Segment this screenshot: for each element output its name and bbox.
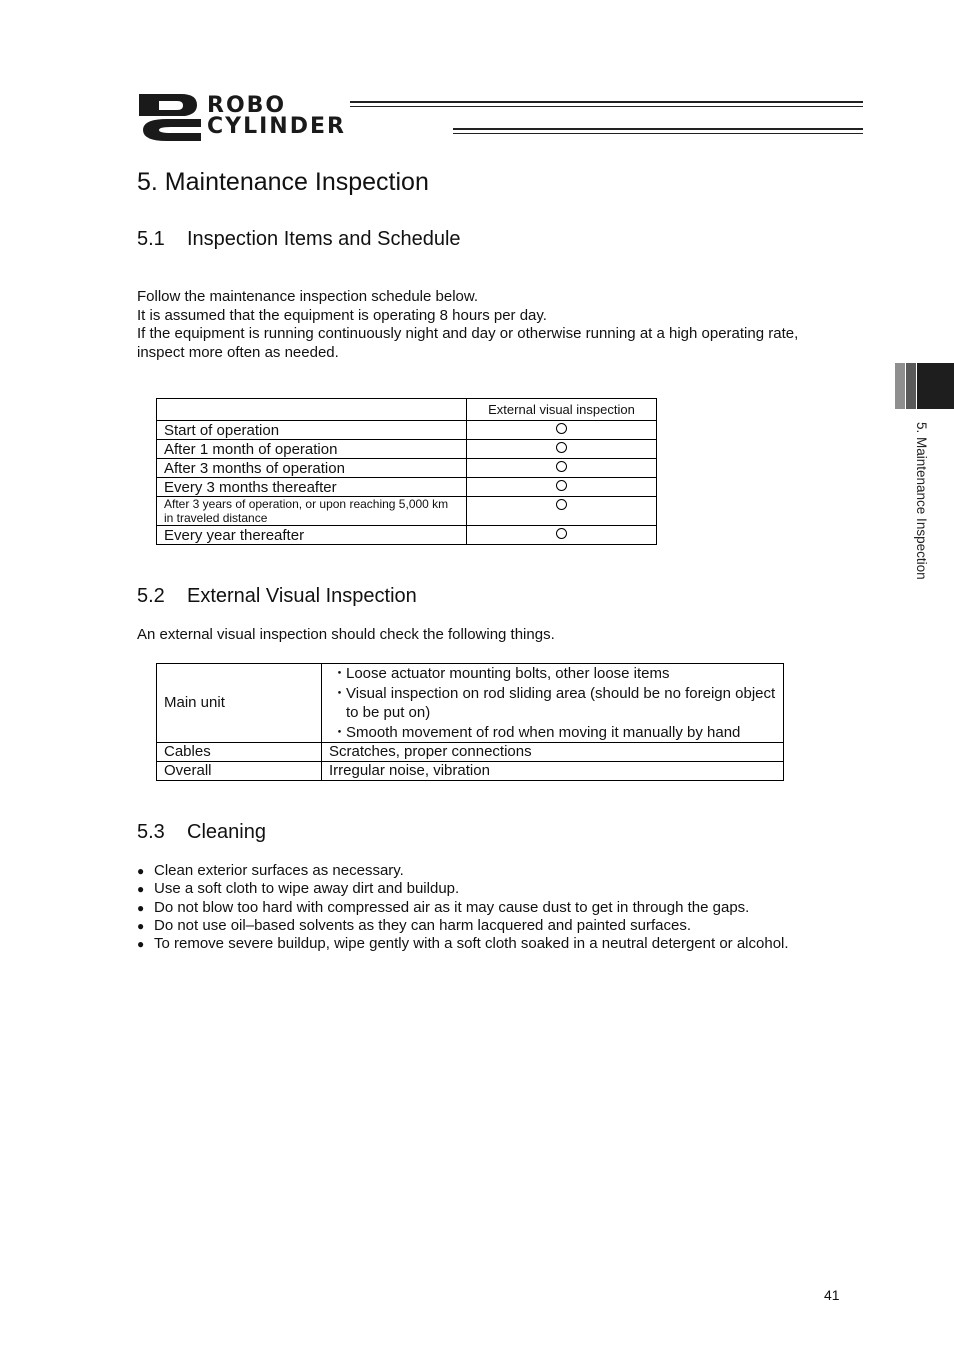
section-number: 5.2 bbox=[137, 585, 165, 607]
section-number: 5.1 bbox=[137, 228, 165, 250]
section-title: Cleaning bbox=[187, 821, 266, 843]
list-item bbox=[329, 684, 776, 723]
table-row bbox=[157, 664, 784, 743]
header-rule-top-2 bbox=[350, 106, 863, 107]
intro-line-2: It is assumed that the equipment is operating 8 hours per day. bbox=[137, 306, 547, 324]
circle-mark-icon bbox=[556, 423, 567, 434]
main-unit-item-list bbox=[329, 664, 776, 742]
page-number: 41 bbox=[824, 1287, 840, 1303]
chapter-side-tab bbox=[895, 363, 954, 409]
check-cell bbox=[467, 526, 657, 545]
section-number: 5.3 bbox=[137, 821, 165, 843]
list-item bbox=[137, 880, 789, 898]
item-text: Clean exterior surfaces as necessary. bbox=[154, 862, 404, 879]
visual-inspection-intro: An external visual inspection should check the following things. bbox=[137, 626, 555, 643]
list-item bbox=[329, 664, 776, 684]
main-unit-label: Main unit bbox=[157, 664, 322, 743]
logo-text-cylinder: CYLINDER bbox=[207, 114, 346, 139]
circle-mark-icon bbox=[556, 528, 567, 539]
check-cell bbox=[467, 497, 657, 526]
overall-label: Overall bbox=[157, 762, 322, 781]
circle-mark-icon bbox=[556, 461, 567, 472]
tab-stripe-mid bbox=[906, 363, 916, 409]
bullet-icon: ● bbox=[137, 900, 145, 915]
check-cell bbox=[467, 459, 657, 478]
intro-line-1: Follow the maintenance inspection schedule below. bbox=[137, 288, 479, 305]
cleaning-list bbox=[137, 862, 789, 953]
circle-mark-icon bbox=[556, 499, 567, 510]
item-text: Smooth movement of rod when moving it manually by hand bbox=[346, 723, 741, 741]
header-rule-bottom-1 bbox=[453, 128, 863, 130]
check-cell bbox=[467, 478, 657, 497]
header-rule-top-1 bbox=[350, 101, 863, 103]
bullet-mark: ・ bbox=[332, 684, 348, 702]
check-cell bbox=[467, 440, 657, 459]
bullet-icon: ● bbox=[137, 882, 145, 897]
schedule-label: Every year thereafter bbox=[157, 526, 467, 545]
table-row bbox=[157, 440, 657, 459]
table-row bbox=[157, 526, 657, 545]
table-header-row bbox=[157, 399, 657, 421]
schedule-label: After 1 month of operation bbox=[157, 440, 467, 459]
logo-text-robo: ROBO bbox=[207, 93, 287, 118]
section-title: External Visual Inspection bbox=[187, 585, 417, 607]
table-row bbox=[157, 743, 784, 762]
section-heading-5-3 bbox=[137, 821, 266, 844]
bullet-icon: ● bbox=[137, 864, 145, 878]
visual-inspection-table bbox=[156, 663, 784, 781]
cables-value: Scratches, proper connections bbox=[322, 743, 784, 762]
bullet-icon: ● bbox=[137, 937, 145, 952]
rc-logo-icon bbox=[137, 92, 205, 142]
item-text: Loose actuator mounting bolts, other loose items bbox=[346, 665, 670, 682]
list-item bbox=[137, 899, 789, 917]
table-row bbox=[157, 421, 657, 440]
bullet-mark: ・ bbox=[332, 723, 348, 741]
section-heading-5-2 bbox=[137, 585, 417, 608]
item-text: Visual inspection on rod sliding area (should be no foreign object to be put on) bbox=[346, 684, 776, 721]
robo-cylinder-logo bbox=[137, 92, 867, 142]
empty-header-cell bbox=[157, 399, 467, 421]
list-item bbox=[137, 917, 789, 935]
list-item bbox=[137, 935, 789, 953]
circle-mark-icon bbox=[556, 480, 567, 491]
page-title: 5. Maintenance Inspection bbox=[137, 168, 429, 196]
item-text: Use a soft cloth to wipe away dirt and buildup. bbox=[154, 880, 460, 898]
bullet-icon: ● bbox=[137, 918, 145, 933]
tab-stripe-light bbox=[895, 363, 905, 409]
bullet-mark: ・ bbox=[332, 665, 348, 682]
chapter-side-label: 5. Maintenance Inspection bbox=[914, 422, 929, 580]
item-text: Do not use oil–based solvents as they can harm lacquered and painted surfaces. bbox=[154, 916, 691, 934]
table-row bbox=[157, 497, 657, 526]
list-item bbox=[137, 862, 789, 880]
list-item bbox=[329, 723, 776, 743]
cables-label: Cables bbox=[157, 743, 322, 762]
table-row bbox=[157, 762, 784, 781]
tab-stripe-dark bbox=[917, 363, 954, 409]
schedule-label: After 3 months of operation bbox=[157, 459, 467, 478]
intro-line-3: If the equipment is running continuously night and day or otherwise running at a high operating rate, inspect more often as needed. bbox=[137, 325, 799, 361]
item-text: Do not blow too hard with compressed air as it may cause dust to get in through the gaps. bbox=[154, 898, 750, 916]
table-row bbox=[157, 478, 657, 497]
header-rule-bottom-2 bbox=[453, 133, 863, 134]
schedule-label: Start of operation bbox=[157, 421, 467, 440]
main-unit-items-cell bbox=[322, 664, 784, 743]
circle-mark-icon bbox=[556, 442, 567, 453]
schedule-label: Every 3 months thereafter bbox=[157, 478, 467, 497]
section-heading-5-1 bbox=[137, 228, 461, 251]
overall-value: Irregular noise, vibration bbox=[322, 762, 784, 781]
column-header: External visual inspection bbox=[467, 399, 657, 421]
section-title: Inspection Items and Schedule bbox=[187, 228, 461, 250]
inspection-schedule-table bbox=[156, 398, 657, 545]
schedule-label: After 3 years of operation, or upon reaching 5,000 km in traveled distance bbox=[157, 497, 467, 526]
item-text: To remove severe buildup, wipe gently with a soft cloth soaked in a neutral detergent or alcohol. bbox=[154, 935, 789, 953]
table-row bbox=[157, 459, 657, 478]
check-cell bbox=[467, 421, 657, 440]
intro-paragraph bbox=[137, 288, 847, 362]
